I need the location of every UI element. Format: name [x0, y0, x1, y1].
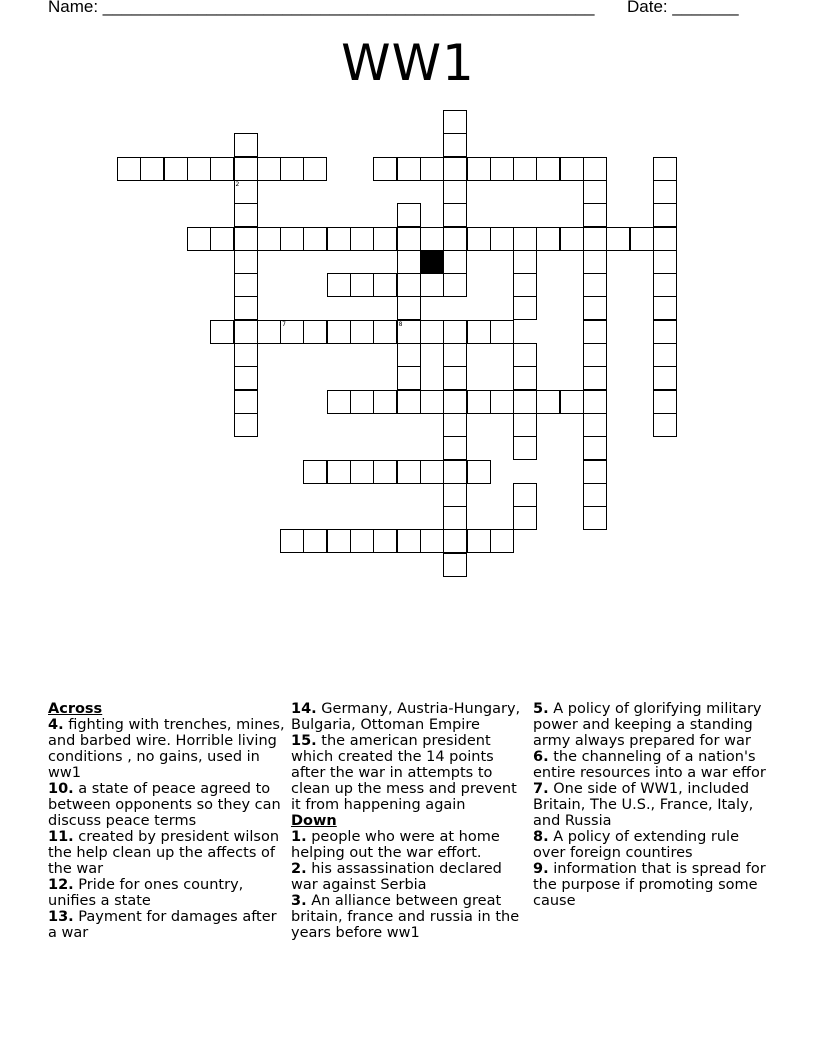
grid-cell[interactable] — [513, 436, 537, 460]
grid-cell[interactable] — [280, 157, 304, 181]
grid-cell[interactable] — [397, 157, 421, 181]
grid-cell[interactable] — [234, 296, 258, 320]
clues-column-3 — [533, 701, 773, 909]
grid-cell[interactable] — [397, 460, 421, 484]
grid-cell[interactable] — [653, 366, 677, 390]
grid-cell[interactable] — [187, 227, 211, 251]
grid-cell[interactable] — [350, 460, 374, 484]
grid-cell[interactable] — [443, 273, 467, 297]
grid-cell[interactable] — [606, 227, 630, 251]
grid-cell[interactable] — [443, 203, 467, 227]
grid-cell[interactable] — [420, 273, 444, 297]
grid-cell[interactable] — [373, 227, 397, 251]
grid-cell[interactable] — [443, 483, 467, 507]
grid-cell[interactable] — [583, 436, 607, 460]
down-clue-6: 6. the channeling of a nation's entire resources into a war effor — [533, 749, 766, 781]
grid-cell[interactable] — [583, 413, 607, 437]
black-cell — [420, 250, 444, 274]
grid-cell[interactable] — [234, 203, 258, 227]
grid-cell[interactable] — [234, 227, 258, 251]
grid-cell[interactable] — [420, 157, 444, 181]
grid-cell[interactable] — [443, 133, 467, 157]
grid-cell[interactable] — [583, 320, 607, 344]
across-clue-14: 14. Germany, Austria-Hungary, Bulgaria, Ottoman Empire — [291, 701, 521, 733]
down-clue-2: 2. his assassination declared war against Serbia — [291, 861, 502, 893]
grid-cell[interactable] — [513, 273, 537, 297]
grid-cell[interactable] — [350, 529, 374, 553]
down-clue-5: 5. A policy of glorifying military power and keeping a standing army always prepared for war — [533, 701, 762, 749]
grid-cell[interactable] — [583, 157, 607, 181]
grid-cell[interactable] — [443, 553, 467, 577]
grid-cell[interactable] — [536, 227, 560, 251]
grid-cell[interactable] — [117, 157, 141, 181]
grid-cell[interactable] — [397, 296, 421, 320]
clue-number: 7 — [282, 320, 286, 328]
grid-cell[interactable] — [467, 320, 491, 344]
across-heading: Across — [48, 701, 103, 717]
grid-cell[interactable] — [373, 529, 397, 553]
grid-cell[interactable] — [397, 273, 421, 297]
grid-cell[interactable] — [583, 506, 607, 530]
grid-cell[interactable] — [513, 227, 537, 251]
across-clue-4: 4. fighting with trenches, mines, and barbed wire. Horrible living conditions , no gains, used in ww1 — [48, 717, 285, 781]
name-field-label: Name: ____________________________________________________ — [48, 0, 595, 16]
grid-cell[interactable] — [653, 343, 677, 367]
grid-cell[interactable] — [350, 390, 374, 414]
down-clue-8: 8. A policy of extending rule over foreign countires — [533, 829, 740, 861]
across-clue-13: 13. Payment for damages after a war — [48, 909, 277, 941]
grid-cell[interactable] — [443, 366, 467, 390]
across-clue-11: 11. created by president wilson the help clean up the affects of the war — [48, 829, 280, 877]
grid-cell[interactable] — [210, 157, 234, 181]
across-clue-10: 10. a state of peace agreed to between opponents so they can discuss peace terms — [48, 781, 281, 829]
grid-cell[interactable] — [490, 529, 514, 553]
grid-cell[interactable] — [234, 133, 258, 157]
across-clue-15: 15. the american president which created the 14 points after the war in attempts to clean up the mess and prevent it from happening again — [291, 733, 517, 813]
grid-cell[interactable] — [653, 203, 677, 227]
grid-cell[interactable] — [583, 343, 607, 367]
grid-cell[interactable] — [327, 320, 351, 344]
down-clue-1: 1. people who were at home helping out the war effort. — [291, 829, 500, 861]
grid-cell[interactable] — [373, 390, 397, 414]
grid-cell[interactable] — [467, 227, 491, 251]
grid-cell[interactable] — [210, 320, 234, 344]
grid-cell[interactable] — [583, 203, 607, 227]
grid-cell[interactable] — [280, 320, 304, 344]
grid-cell[interactable] — [653, 250, 677, 274]
grid-cell[interactable] — [653, 227, 677, 251]
grid-cell[interactable] — [583, 296, 607, 320]
grid-cell[interactable] — [467, 460, 491, 484]
clues-column-1 — [48, 701, 286, 941]
grid-cell[interactable] — [327, 227, 351, 251]
grid-cell[interactable] — [443, 390, 467, 414]
grid-cell[interactable] — [280, 529, 304, 553]
down-heading: Down — [291, 813, 337, 829]
clue-number: 2 — [235, 180, 240, 188]
clues-column-2 — [291, 701, 525, 941]
grid-cell[interactable] — [350, 320, 374, 344]
grid-cell[interactable] — [373, 273, 397, 297]
grid-cell[interactable] — [443, 506, 467, 530]
grid-cell[interactable] — [140, 157, 164, 181]
down-clue-7: 7. One side of WW1, included Britain, The U.S., France, Italy, and Russia — [533, 781, 754, 829]
grid-cell[interactable] — [210, 227, 234, 251]
grid-cell[interactable] — [443, 250, 467, 274]
grid-cell[interactable] — [420, 390, 444, 414]
down-clue-3: 3. An alliance between great britain, france and russia in the years before ww1 — [291, 893, 520, 941]
grid-cell[interactable] — [560, 227, 584, 251]
down-clue-9: 9. information that is spread for the purpose if promoting some cause — [533, 861, 766, 909]
grid-cell[interactable] — [234, 157, 258, 181]
grid-cell[interactable] — [513, 483, 537, 507]
grid-cell[interactable] — [653, 390, 677, 414]
grid-cell[interactable] — [536, 390, 560, 414]
grid-cell[interactable] — [443, 460, 467, 484]
grid-cell[interactable] — [490, 390, 514, 414]
grid-cell[interactable] — [490, 227, 514, 251]
grid-cell[interactable] — [467, 157, 491, 181]
grid-cell[interactable] — [257, 320, 281, 344]
grid-cell[interactable] — [443, 320, 467, 344]
grid-cell[interactable] — [303, 157, 327, 181]
grid-cell[interactable] — [373, 460, 397, 484]
grid-cell[interactable] — [397, 250, 421, 274]
grid-cell[interactable] — [397, 529, 421, 553]
grid-cell[interactable] — [443, 413, 467, 437]
grid-cell[interactable] — [513, 157, 537, 181]
grid-cell[interactable] — [327, 529, 351, 553]
grid-cell[interactable] — [490, 320, 514, 344]
grid-cell[interactable] — [583, 250, 607, 274]
grid-cell[interactable] — [420, 320, 444, 344]
grid-cell[interactable] — [443, 227, 467, 251]
grid-cell[interactable] — [513, 390, 537, 414]
grid-cell[interactable] — [583, 273, 607, 297]
grid-cell[interactable] — [373, 320, 397, 344]
grid-cell[interactable] — [257, 227, 281, 251]
grid-cell[interactable] — [234, 320, 258, 344]
grid-cell[interactable] — [303, 460, 327, 484]
grid-cell[interactable] — [234, 250, 258, 274]
grid-cell[interactable] — [280, 227, 304, 251]
grid-cell[interactable] — [234, 413, 258, 437]
grid-cell[interactable] — [630, 227, 654, 251]
grid-cell[interactable] — [327, 460, 351, 484]
grid-cell[interactable] — [234, 180, 258, 204]
grid-cell[interactable] — [303, 227, 327, 251]
grid-cell[interactable] — [234, 366, 258, 390]
grid-cell[interactable] — [373, 157, 397, 181]
date-field-label: Date: _______ — [627, 0, 739, 16]
grid-cell[interactable] — [513, 506, 537, 530]
grid-cell[interactable] — [513, 366, 537, 390]
grid-cell[interactable] — [513, 413, 537, 437]
grid-cell[interactable] — [350, 227, 374, 251]
grid-cell[interactable] — [583, 483, 607, 507]
grid-cell[interactable] — [443, 110, 467, 134]
grid-cell[interactable] — [327, 390, 351, 414]
grid-cell[interactable] — [327, 273, 351, 297]
across-clue-12: 12. Pride for ones country, unifies a state — [48, 877, 244, 909]
grid-cell[interactable] — [234, 273, 258, 297]
grid-cell[interactable] — [583, 460, 607, 484]
grid-cell[interactable] — [583, 227, 607, 251]
grid-cell[interactable] — [513, 250, 537, 274]
grid-cell[interactable] — [397, 390, 421, 414]
grid-cell[interactable] — [443, 343, 467, 367]
grid-cell[interactable] — [653, 157, 677, 181]
grid-cell[interactable] — [397, 203, 421, 227]
grid-cell[interactable] — [420, 529, 444, 553]
grid-cell[interactable] — [234, 390, 258, 414]
grid-cell[interactable] — [583, 390, 607, 414]
grid-cell[interactable] — [490, 157, 514, 181]
grid-cell[interactable] — [257, 157, 281, 181]
grid-cell[interactable] — [653, 413, 677, 437]
grid-cell[interactable] — [397, 320, 421, 344]
grid-cell[interactable] — [583, 366, 607, 390]
grid-cell[interactable] — [164, 157, 188, 181]
grid-cell[interactable] — [653, 273, 677, 297]
grid-cell[interactable] — [443, 436, 467, 460]
grid-cell[interactable] — [397, 343, 421, 367]
grid-cell[interactable] — [234, 343, 258, 367]
page-title: WW1 — [341, 34, 475, 92]
grid-cell[interactable] — [560, 390, 584, 414]
grid-cell[interactable] — [397, 366, 421, 390]
grid-cell[interactable] — [303, 320, 327, 344]
grid-cell[interactable] — [653, 320, 677, 344]
grid-cell[interactable] — [467, 529, 491, 553]
grid-cell[interactable] — [443, 157, 467, 181]
grid-cell[interactable] — [443, 529, 467, 553]
grid-cell[interactable] — [560, 157, 584, 181]
grid-cell[interactable] — [187, 157, 211, 181]
grid-cell[interactable] — [653, 296, 677, 320]
grid-cell[interactable] — [420, 460, 444, 484]
grid-cell[interactable] — [653, 180, 677, 204]
grid-cell[interactable] — [513, 343, 537, 367]
grid-cell[interactable] — [420, 227, 444, 251]
clue-number: 8 — [398, 320, 403, 328]
grid-cell[interactable] — [350, 273, 374, 297]
grid-cell[interactable] — [397, 227, 421, 251]
grid-cell[interactable] — [536, 157, 560, 181]
grid-cell[interactable] — [443, 180, 467, 204]
grid-cell[interactable] — [583, 180, 607, 204]
grid-cell[interactable] — [303, 529, 327, 553]
grid-cell[interactable] — [467, 390, 491, 414]
grid-cell[interactable] — [513, 296, 537, 320]
